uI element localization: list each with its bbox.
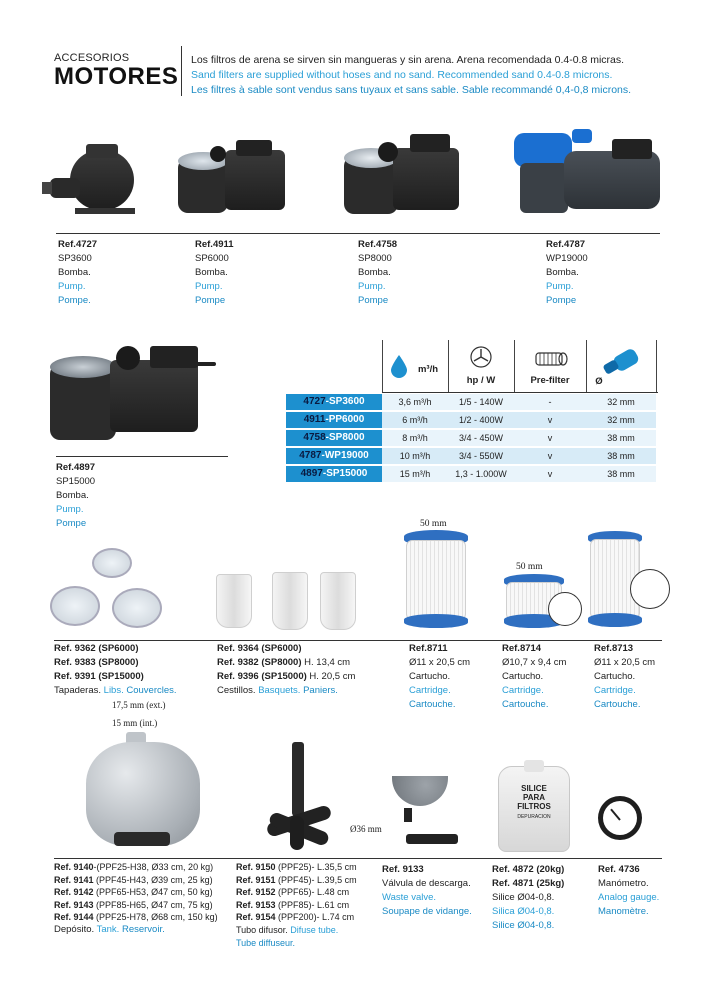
cartridge-size: Ø10,7 x 9,4 cm [502,657,567,668]
pump-desc-en: Pump. [195,281,223,292]
cartridge-8714-image [502,574,582,632]
cell-diameter: 38 mm [607,451,635,461]
pump-model: SP6000 [195,253,229,264]
cartridge-size: Ø11 x 20,5 cm [594,657,656,668]
sand-desc-en: Silica Ø04-0,8. [492,906,555,917]
basket-ref: Ref. 9382 (SP8000) H. 13,4 cm [217,657,351,668]
header-divider [181,46,182,96]
cart8714-label [502,642,566,712]
cart8711-label [409,642,470,712]
valve-fitting-image [406,832,462,846]
cell-model: 4758-SP8000 [286,430,382,446]
cell-power: 1/2 - 400W [458,415,504,425]
pump-desc-en: Pump. [358,281,386,292]
tube-ref: Ref. 9153 (PPF85)- L.61 cm [236,899,350,910]
cell-diameter: 32 mm [607,397,635,407]
cart8713-label [594,642,655,712]
table-col-sep [586,340,587,392]
pump-ref: Ref.4911 [195,239,234,250]
cell-flow: 3,6 m³/h [398,397,432,407]
cartridge-8711-image [404,530,468,630]
cartridge-desc-fr: Cartouche. [409,699,456,710]
table-row [286,394,656,410]
pump-ref: Ref.4727 [58,239,98,250]
tank-desc: Depósito. Tank. Reservoir. [54,923,165,935]
tube-ref: Ref. 9151 (PPF45)- L.39,5 cm [236,874,357,885]
pump-desc-fr: Pompe. [58,295,91,306]
pump-desc-fr: Pompe [358,295,389,306]
lid-ref: Ref. 9391 (SP15000) [54,671,144,682]
cartridge-size: Ø11 x 20,5 cm [409,657,471,668]
tube-desc: Tubo difusor. Difuse tube. [236,924,339,935]
lids-image [50,548,165,630]
cartridge-desc-es: Cartucho. [502,671,544,682]
cell-power: 3/4 - 550W [458,451,504,461]
pump-model: SP8000 [358,253,392,264]
pump-model: SP3600 [58,253,92,264]
table-row [286,448,656,464]
sand-desc-es: Silice Ø04-0,8. [492,892,555,903]
valve-ref: Ref. 9133 [382,864,424,875]
basket-ref: Ref. 9364 (SP6000) [217,643,302,654]
pump-ref: Ref.4897 [56,462,96,473]
cartridge-ref: Ref.8711 [409,643,448,654]
accessories-divider [54,640,662,641]
cell-flow: 8 m³/h [402,433,428,443]
col-power-header: hp / W [466,375,496,386]
table-col-sep [382,340,383,392]
pump-4758-image [338,130,463,222]
pump-desc-fr: Pompe [546,295,577,306]
baskets-desc: Cestillos. Basquets. Paniers. [217,685,338,696]
cell-diameter: 38 mm [607,433,635,443]
pump-desc-en: Pump. [546,281,574,292]
tube-ref: Ref. 9150 (PPF25)- L.35,5 cm [236,862,357,872]
cell-flow: 6 m³/h [402,415,428,425]
table-col-sep [656,340,657,392]
pump-desc-es: Bomba. [195,267,228,278]
cell-prefilter: v [547,469,553,479]
sand-ref: Ref. 4871 (25kg) [492,878,565,889]
tank-ref: Ref. 9140-(PPF25-H38, Ø33 cm, 20 kg) [54,862,214,872]
baskets-image [210,568,360,638]
valve-desc-fr: Soupape de vidange. [382,906,472,917]
prefilter-icon [534,348,568,368]
gauge-desc-en: Analog gauge. [598,892,660,903]
lids-label [54,642,177,698]
cartridge-desc-fr: Cartouche. [502,699,549,710]
valve-desc-en: Waste valve. [382,892,437,903]
cell-flow: 15 m³/h [399,469,431,479]
cell-power: 1/5 - 140W [458,397,504,407]
tank-ref: Ref. 9144 (PPF25-H78, Ø68 cm, 150 kg) [54,912,218,923]
cell-model: 4727-SP3600 [286,394,382,410]
tank-label [54,861,218,937]
cart8711-dim: 50 mm [420,519,447,529]
tube-desc-fr: Tube diffuseur. [236,937,296,948]
pump-desc-es: Bomba. [358,267,391,278]
cell-power: 1,3 - 1.000W [455,469,507,479]
accessories2-divider [54,858,662,859]
section-kicker: ACCESORIOS [54,52,130,64]
cell-power: 3/4 - 450W [458,433,504,443]
valve-label [382,863,472,919]
cell-diameter: 38 mm [607,469,635,479]
pump-4758-label [358,238,397,308]
cartridge-desc-en: Cartridge. [502,685,544,696]
cartridge-ref: Ref.8713 [594,643,634,654]
pump-4911-image [170,138,290,223]
cartridge-desc-en: Cartridge. [594,685,636,696]
fan-icon [470,346,492,368]
pipe-connector-icon [600,348,640,378]
tank-dim-ext: 17,5 mm (ext.) [112,700,166,710]
lid-ref: Ref. 9362 (SP6000) [54,643,139,654]
pump-model: WP19000 [546,253,588,264]
intro-block [191,53,691,98]
basket-ref: Ref. 9396 (SP15000) H. 20,5 cm [217,671,356,682]
tube-ref: Ref. 9152 (PPF65)- L.48 cm [236,887,350,898]
pump-model: SP15000 [56,476,96,487]
section-title: MOTORES [54,63,179,90]
water-drop-icon [390,354,408,378]
gauge-desc-es: Manómetro. [598,878,649,889]
tank-dim-int: 15 mm (int.) [112,718,158,728]
cell-prefilter: v [547,415,553,425]
pump-4727-image [40,140,140,225]
cell-prefilter: v [547,433,553,443]
tube-label [236,861,357,949]
col-prefilter-header: Pre-filter [530,375,570,386]
gauge-label [598,863,659,919]
cartridge-desc-en: Cartridge. [409,685,451,696]
table-row [286,412,656,428]
cell-diameter: 32 mm [607,415,635,425]
tube-ref: Ref. 9154 (PPF200)- L.74 cm [236,912,355,923]
table-row [286,466,656,482]
pump-4787-image [508,125,668,225]
sand-ref: Ref. 4872 (20kg) [492,864,565,875]
tank-ref: Ref. 9141 (PPF45-H43, Ø39 cm, 25 kg) [54,874,213,885]
table-header-divider [382,392,658,393]
pump-desc-fr: Pompe [195,295,226,306]
intro-es: Los filtros de arena se sirven sin mangueras y sin arena. Arena recomendada 0.4-0.8 micras. [191,54,625,66]
pump-desc-fr: Pompe [56,518,87,529]
gauge-ref: Ref. 4736 [598,864,640,875]
intro-fr: Les filtres à sable sont vendus sans tuyaux et sans sable. Sable recommandé 0,4-0,8 microns. [191,84,632,96]
cell-model: 4911-PP6000 [286,412,382,428]
cartridge-ref: Ref.8714 [502,643,542,654]
cell-model: 4897-SP15000 [286,466,382,482]
sand-desc-fr: Silice Ø04-0,8. [492,920,555,931]
spec-table [286,340,658,482]
baskets-label [217,642,355,698]
sand-bag-image [498,760,570,856]
pump-desc-en: Pump. [58,281,86,292]
pump-4911-label [195,238,234,308]
pumps-divider [56,233,660,234]
sand-bag-text: SILICE PARA FILTROS DEPURACION [517,784,551,820]
table-row [286,430,656,446]
diffuser-tube-image [262,742,342,854]
valve-dim: Ø36 mm [350,824,382,834]
cell-flow: 10 m³/h [399,451,431,461]
cartridge-8713-image [588,531,678,631]
col-diameter-header: Ø [595,376,603,387]
pump-4897-divider [56,456,228,457]
pump-desc-es: Bomba. [58,267,91,278]
pump-desc-es: Bomba. [56,490,89,501]
cartridge-desc-es: Cartucho. [594,671,636,682]
cell-prefilter: v [547,451,553,461]
pump-4897-label [56,461,95,531]
tank-ref: Ref. 9143 (PPF85-H65, Ø47 cm, 75 kg) [54,899,213,910]
valve-desc-es: Válvula de descarga. [382,878,471,889]
cell-prefilter: - [548,397,552,407]
pump-4727-label [58,238,97,308]
cell-model: 4787-WP19000 [286,448,382,464]
tank-ref: Ref. 9142 (PPF65-H53, Ø47 cm, 50 kg) [54,887,213,898]
intro-en: Sand filters are supplied without hoses and no sand. Recommended sand 0.4-0.8 microns. [191,69,613,81]
pump-desc-es: Bomba. [546,267,579,278]
pump-4897-image [46,342,222,450]
pump-ref: Ref.4787 [546,239,586,250]
cartridge-desc-es: Cartucho. [409,671,451,682]
lid-ref: Ref. 9383 (SP8000) [54,657,139,668]
pump-4787-label [546,238,588,308]
waste-valve-image [392,776,452,824]
sand-label [492,863,564,933]
col-flow-header: m³/h [417,364,439,375]
pump-desc-en: Pump. [56,504,84,515]
cartridge-desc-fr: Cartouche. [594,699,641,710]
gauge-desc-fr: Manomètre. [598,906,649,917]
pump-ref: Ref.4758 [358,239,398,250]
pressure-gauge-image [598,796,646,844]
tank-image [86,732,206,854]
lids-desc: Tapaderas. Libs. Couvercles. [54,685,177,696]
cart8714-dim: 50 mm [516,562,543,572]
